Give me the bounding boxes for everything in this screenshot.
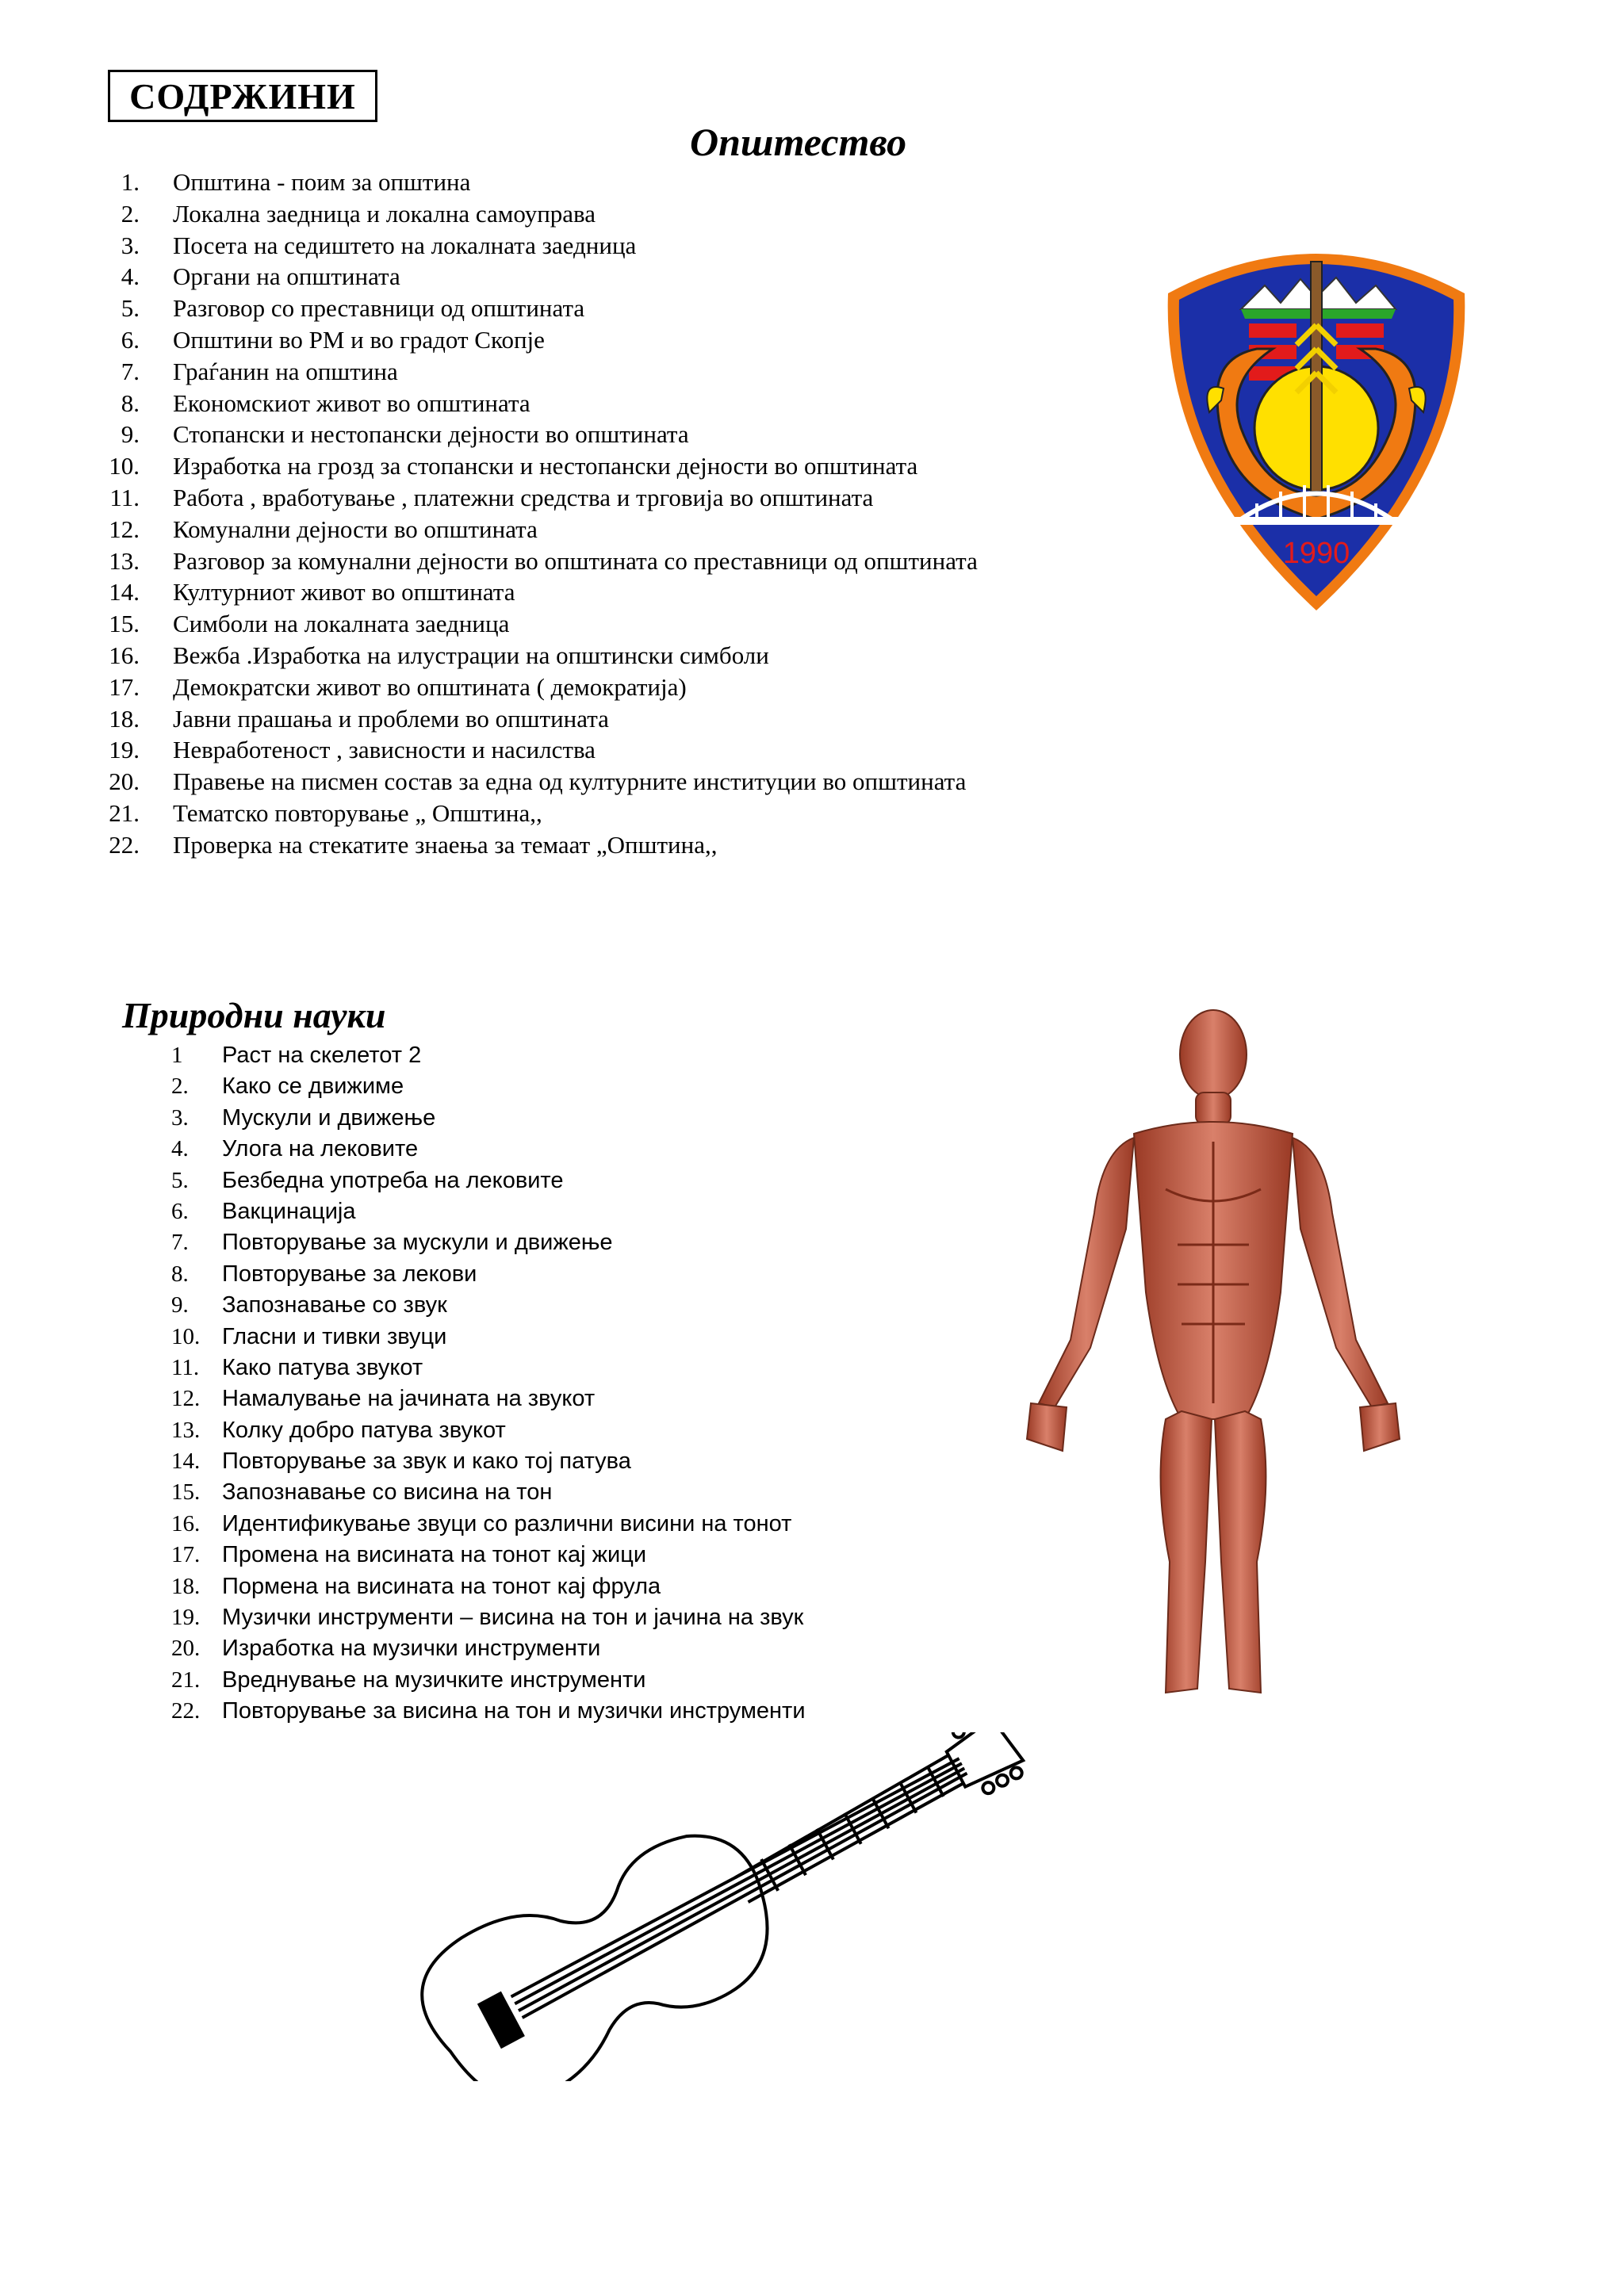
figure-left-arm (1039, 1138, 1134, 1407)
list-item-text: Изработка на музички инструменти (222, 1636, 601, 1662)
list-item-text: Разговор со преставници од општината (173, 294, 585, 323)
figure-right-leg (1215, 1411, 1266, 1693)
list-item-text: Запознавање со звук (222, 1292, 447, 1318)
list-item (95, 419, 1205, 450)
list-item (95, 388, 1205, 419)
list-item (159, 1322, 1031, 1353)
list-item-number: 5. (121, 294, 140, 323)
list-item-text: Повторување за звук и како тој патува (222, 1448, 631, 1475)
list-item (159, 1040, 1031, 1071)
list-item-text: Повторување за лекови (222, 1261, 477, 1287)
list-item (95, 324, 1205, 356)
list-item-text: Како се движиме (222, 1073, 404, 1100)
list-item (159, 1477, 1031, 1508)
list-item-text: Безбедна употреба на лековите (222, 1167, 564, 1193)
list-item-text: Промена на висината на тонот кај жици (222, 1542, 647, 1568)
list-item-number: 12. (171, 1386, 201, 1412)
list-item (95, 230, 1205, 262)
list-item (159, 1259, 1031, 1290)
list-item-number: 18. (109, 704, 140, 733)
list-item (95, 293, 1205, 324)
list-item (159, 1571, 1031, 1602)
list-item-text: Повторување за висина на тон и музички инструменти (222, 1698, 806, 1724)
list-item-number: 8. (121, 388, 140, 417)
section-title-society: Општество (690, 120, 907, 164)
list-item (95, 640, 1205, 672)
list-item-text: Невработеност , зависности и насилства (173, 736, 596, 764)
list-item-text: Колку добро патува звукот (222, 1417, 506, 1443)
list-item-number: 15. (171, 1479, 201, 1506)
list-item-number: 4. (171, 1136, 189, 1162)
list-item-text: Јавни прашања и проблеми во општината (173, 704, 609, 733)
figure-right-arm (1293, 1138, 1388, 1407)
list-item-number: 1. (121, 168, 140, 196)
list-item (159, 1696, 1031, 1727)
list-item-text: Гласни и тивки звуци (222, 1323, 447, 1349)
list-item (159, 1665, 1031, 1696)
list-item-number: 14. (171, 1448, 201, 1475)
list-item-number: 3. (171, 1104, 189, 1131)
guitar-neck (731, 1755, 965, 1902)
list-item-number: 7. (121, 357, 140, 385)
list-item (95, 356, 1205, 388)
list-item-number: 2. (121, 199, 140, 228)
list-item-number: 22. (109, 830, 140, 859)
list-item-number: 19. (109, 736, 140, 764)
list-item-number: 6. (171, 1198, 189, 1224)
list-item (95, 450, 1205, 482)
list-item-text: Граѓанин на општина (173, 357, 398, 385)
list-item-text: Општини во РМ и во градот Скопје (173, 325, 545, 354)
list-item (159, 1103, 1031, 1134)
list-item-text: Работа , вработување , платежни средства и трговија во општината (173, 483, 874, 511)
list-item-text: Стопански и нестопански дејности во општината (173, 420, 689, 449)
list-item-text: Мускули и движење (222, 1104, 436, 1131)
list-item-number: 2. (171, 1073, 189, 1100)
list-item-number: 1 (171, 1043, 183, 1068)
list-item-text: Демократски живот во општината ( демократија) (173, 672, 687, 701)
list-item (159, 1383, 1031, 1414)
list-item-text: Културниот живот во општината (173, 578, 515, 607)
list-item (95, 482, 1205, 514)
list-item-number: 19. (171, 1605, 201, 1631)
list-item-number: 18. (171, 1573, 201, 1599)
list-item-text: Разговор за комунални дејности во општината со преставници од општината (173, 546, 978, 575)
list-item (159, 1071, 1031, 1102)
society-topic-list (95, 166, 1205, 861)
list-item-text: Локална заедница и локална самоуправа (173, 199, 596, 228)
list-item-number: 11. (171, 1354, 200, 1380)
list-item (159, 1633, 1031, 1664)
list-item-text: Улога на лековите (222, 1136, 419, 1162)
list-item (95, 608, 1205, 640)
page-title: СОДРЖИНИ (108, 70, 377, 122)
list-item-text: Симболи на локалната заедница (173, 610, 510, 638)
list-item (159, 1165, 1031, 1196)
list-item (159, 1196, 1031, 1227)
list-item-number: 4. (121, 262, 140, 291)
list-item (159, 1415, 1031, 1446)
list-item-text: Посета на седиштето на локалната заедница (173, 231, 637, 259)
figure-left-leg (1161, 1411, 1212, 1693)
guitar-body (401, 1801, 800, 2081)
list-item-text: Раст на скелетот 2 (222, 1043, 422, 1068)
figure-head (1180, 1010, 1247, 1099)
list-item (95, 672, 1205, 703)
list-item (159, 1227, 1031, 1258)
list-item-number: 9. (121, 420, 140, 449)
list-item-number: 20. (171, 1636, 201, 1662)
emblem-year: 1990 (1282, 537, 1350, 570)
list-item-text: Органи на општината (173, 262, 400, 291)
list-item-number: 12. (109, 515, 140, 543)
list-item-text: Проверка на стекатите знаења за темаат „Општина,, (173, 830, 718, 859)
list-item-number: 10. (109, 452, 140, 480)
list-item (95, 576, 1205, 608)
list-item (159, 1290, 1031, 1321)
list-item (95, 703, 1205, 735)
list-item-text: Вреднување на музичките инструменти (222, 1667, 646, 1693)
list-item-text: Идентификување звуци со различни висини на тонот (222, 1510, 792, 1536)
list-item-number: 17. (171, 1542, 201, 1568)
list-item-text: Пормена на висината на тонот кај фрула (222, 1573, 661, 1599)
list-item-number: 7. (171, 1230, 189, 1256)
list-item-number: 9. (171, 1292, 189, 1318)
list-item-text: Изработка на грозд за стопански и нестопански дејности во општината (173, 452, 918, 480)
list-item-number: 16. (171, 1510, 201, 1536)
list-item-text: Тематско повторување „ Општина,, (173, 798, 542, 827)
list-item-text: Повторување за мускули и движење (222, 1230, 613, 1256)
list-item-text: Запознавање со висина на тон (222, 1479, 553, 1506)
list-item (95, 766, 1205, 798)
list-item-number: 14. (109, 578, 140, 607)
list-item (95, 198, 1205, 230)
list-item (159, 1134, 1031, 1165)
list-item-number: 15. (109, 610, 140, 638)
list-item-number: 10. (171, 1323, 201, 1349)
list-item-number: 5. (171, 1167, 189, 1193)
list-item-text: Вежба .Изработка на илустрации на општински симболи (173, 641, 769, 669)
list-item-number: 21. (171, 1667, 201, 1693)
list-item (159, 1540, 1031, 1571)
list-item (159, 1509, 1031, 1540)
list-item (159, 1353, 1031, 1383)
list-item-number: 13. (171, 1417, 201, 1443)
list-item-number: 17. (109, 672, 140, 701)
list-item (159, 1446, 1031, 1477)
list-item (95, 798, 1205, 829)
list-item-text: Како патува звукот (222, 1354, 423, 1380)
list-item (95, 545, 1205, 577)
list-item-number: 13. (109, 546, 140, 575)
list-item (159, 1602, 1031, 1633)
section-title-science: Природни науки (122, 995, 386, 1035)
list-item (95, 734, 1205, 766)
list-item (95, 166, 1205, 198)
list-item (95, 829, 1205, 861)
list-item-text: Економскиот живот во општината (173, 388, 530, 417)
list-item-text: Комунални дејности во општината (173, 515, 538, 543)
list-item (95, 514, 1205, 545)
list-item-number: 11. (109, 483, 140, 511)
list-item-number: 22. (171, 1698, 201, 1724)
list-item-text: Музички инструменти – висина на тон и јачина на звук (222, 1605, 804, 1631)
municipality-emblem (1154, 230, 1479, 614)
list-item-text: Општина - поим за општина (173, 168, 471, 196)
list-item-text: Вакцинација (222, 1198, 356, 1224)
list-item-number: 8. (171, 1261, 189, 1287)
list-item-number: 21. (109, 798, 140, 827)
list-item-text: Намалување на јачината на звукот (222, 1386, 596, 1412)
list-item (95, 261, 1205, 293)
list-item-number: 20. (109, 767, 140, 796)
list-item-number: 6. (121, 325, 140, 354)
science-topic-list (159, 1040, 1031, 1728)
list-item-text: Правење на писмен состав за една од културните институции во општината (173, 767, 967, 796)
list-item-number: 16. (109, 641, 140, 669)
list-item-number: 3. (121, 231, 140, 259)
muscle-figure-image (1007, 1007, 1419, 1712)
guitar-drawing-image (365, 1732, 1047, 2081)
